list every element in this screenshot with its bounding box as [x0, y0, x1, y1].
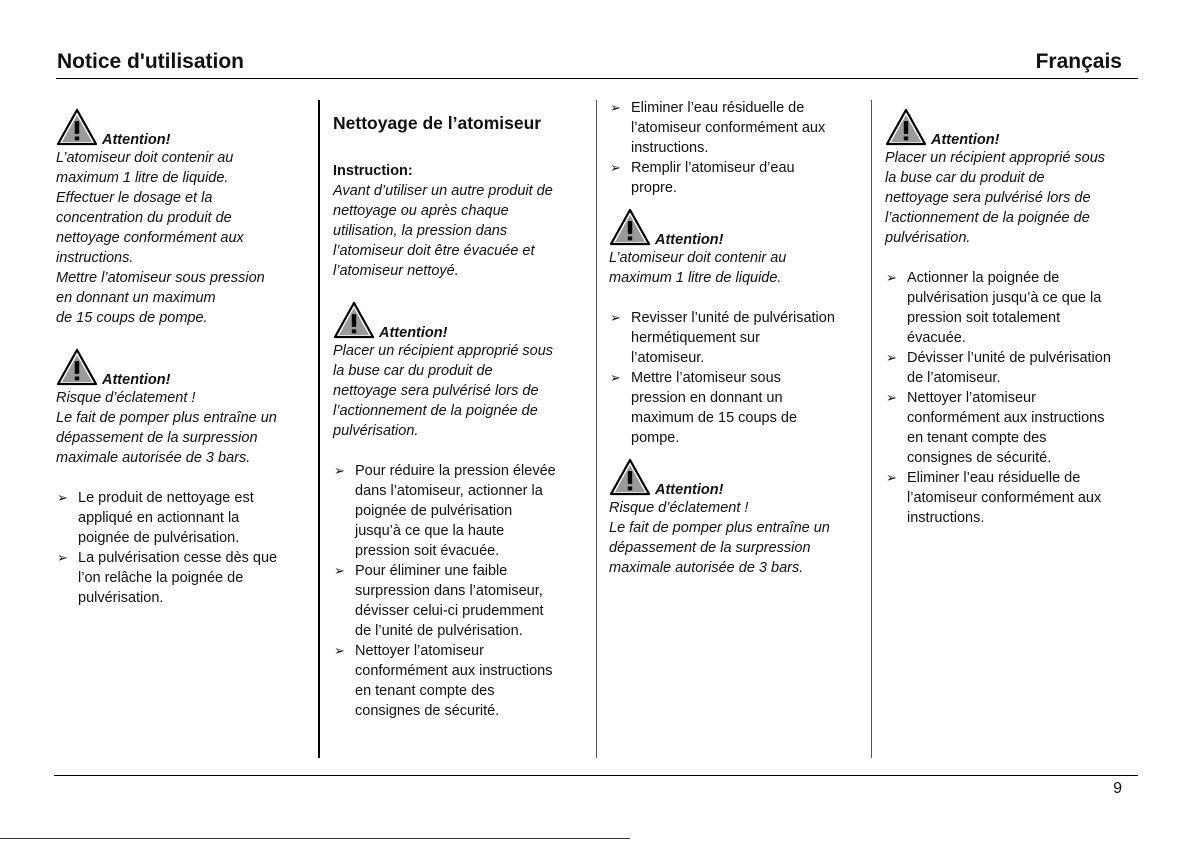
- header-rule: [56, 78, 1138, 79]
- list-item: ➢ Mettre l’atomiseur sous pression en donnant un maximum de 15 coups de pompe.: [610, 370, 798, 446]
- list-item: ➢ Actionner la poignée de pulvérisation jusqu’à ce que la pression soit totalement évacuée.: [886, 270, 1102, 346]
- list-item: ➢ Pour éliminer une faible surpression dans l’atomiseur, dévisser celui-ci prudemment de l’unité de pulvérisation.: [334, 563, 544, 639]
- warning-title: Attention!: [931, 132, 1000, 148]
- footer-rule: [54, 775, 1138, 776]
- instruction-label: Instruction:: [333, 163, 413, 179]
- page-number: 9: [1113, 780, 1122, 797]
- arrow-bullet-icon: ➢: [57, 490, 68, 505]
- warning-text: Placer un récipient approprié sous la buse car du produit de nettoyage sera pulvérisé lors de l’actionnement de la poignée de pulvérisation.: [333, 343, 554, 439]
- arrow-bullet-icon: ➢: [886, 270, 897, 285]
- instruction-text: Avant d’utiliser un autre produit de nettoyage ou après chaque utilisation, la pression dans l’atomiseur doit être évacuée et l’atomiseur nettoyé.: [333, 183, 553, 279]
- list-item: ➢ Le produit de nettoyage est appliqué en actionnant la poignée de pulvérisation.: [57, 490, 254, 546]
- language-label: Français: [1035, 50, 1122, 73]
- warning-title: Attention!: [102, 132, 171, 148]
- warning-text: Risque d’éclatement ! Le fait de pomper plus entraîne un dépassement de la surpression maximale autorisée de 3 bars.: [609, 500, 830, 576]
- warning-title: Attention!: [379, 325, 448, 341]
- warning-title: Attention!: [655, 482, 724, 498]
- arrow-bullet-icon: ➢: [57, 550, 68, 565]
- warning-title: Attention!: [102, 372, 171, 388]
- list-item: ➢ Nettoyer l’atomiseur conformément aux instructions en tenant compte des consignes de sécurité.: [334, 643, 553, 719]
- column-1: [56, 108, 304, 608]
- bullet-list: [885, 268, 1137, 528]
- arrow-bullet-icon: ➢: [334, 463, 345, 478]
- column-4: [885, 108, 1137, 528]
- warning-text: L’atomiseur doit contenir au maximum 1 litre de liquide.: [609, 250, 787, 286]
- column-divider: [318, 100, 320, 758]
- arrow-bullet-icon: ➢: [334, 643, 345, 658]
- warning-block: [56, 348, 304, 468]
- list-item: ➢ Eliminer l’eau résiduelle de l’atomiseur conformément aux instructions.: [886, 470, 1102, 526]
- section-title: Nettoyage de l’atomiseur: [333, 113, 542, 133]
- list-item: ➢ La pulvérisation cesse dès que l’on relâche la poignée de pulvérisation.: [57, 550, 278, 606]
- warning-block: [885, 108, 1137, 248]
- arrow-bullet-icon: ➢: [610, 160, 621, 175]
- warning-triangle-icon: [885, 108, 927, 146]
- list-item: ➢ Remplir l’atomiseur d’eau propre.: [610, 160, 795, 196]
- warning-text: Risque d’éclatement ! Le fait de pomper plus entraîne un dépassement de la surpression maximale autorisée de 3 bars.: [56, 390, 277, 466]
- warning-block: [333, 301, 581, 441]
- list-item: ➢ Eliminer l’eau résiduelle de l’atomiseur conformément aux instructions.: [610, 100, 826, 156]
- warning-title: Attention!: [655, 232, 724, 248]
- column-3: [609, 98, 861, 598]
- column-divider: [871, 100, 872, 758]
- page-title: Notice d'utilisation: [57, 50, 245, 73]
- column-2: [333, 108, 581, 721]
- warning-block: [609, 208, 861, 288]
- warning-block: [56, 108, 304, 328]
- bottom-edge-rule: [0, 838, 630, 839]
- warning-text: Placer un récipient approprié sous la buse car du produit de nettoyage sera pulvérisé lors de l’actionnement de la poignée de pulvérisation.: [885, 150, 1106, 246]
- arrow-bullet-icon: ➢: [610, 100, 621, 115]
- arrow-bullet-icon: ➢: [886, 470, 897, 485]
- column-divider: [596, 100, 597, 758]
- list-item: ➢ Nettoyer l’atomiseur conformément aux instructions en tenant compte des consignes de sécurité.: [886, 390, 1105, 466]
- warning-triangle-icon: [56, 348, 98, 386]
- bullet-list: [333, 461, 581, 721]
- list-item: ➢ Revisser l’unité de pulvérisation hermétiquement sur l’atomiseur.: [610, 310, 835, 366]
- arrow-bullet-icon: ➢: [610, 370, 621, 385]
- warning-triangle-icon: [56, 108, 98, 146]
- list-item: ➢ Dévisser l’unité de pulvérisation de l’atomiseur.: [886, 350, 1111, 386]
- arrow-bullet-icon: ➢: [886, 390, 897, 405]
- warning-triangle-icon: [609, 208, 651, 246]
- arrow-bullet-icon: ➢: [610, 310, 621, 325]
- bullet-list: [609, 308, 861, 448]
- warning-text: L’atomiseur doit contenir au maximum 1 litre de liquide. Effectuer le dosage et la concentration du produit de nettoyage conformément aux instructions. Mettre l’atomiseur sous pression en donnant un maximum de 15 coups de pompe.: [56, 150, 265, 326]
- list-item: ➢ Pour réduire la pression élevée dans l’atomiseur, actionner la poignée de pulvérisation jusqu’à ce que la haute pression soit évacuée.: [334, 463, 556, 559]
- warning-triangle-icon: [609, 458, 651, 496]
- bullet-list: [56, 488, 304, 608]
- arrow-bullet-icon: ➢: [886, 350, 897, 365]
- warning-block: [609, 458, 861, 578]
- warning-triangle-icon: [333, 301, 375, 339]
- bullet-list: [609, 98, 861, 198]
- arrow-bullet-icon: ➢: [334, 563, 345, 578]
